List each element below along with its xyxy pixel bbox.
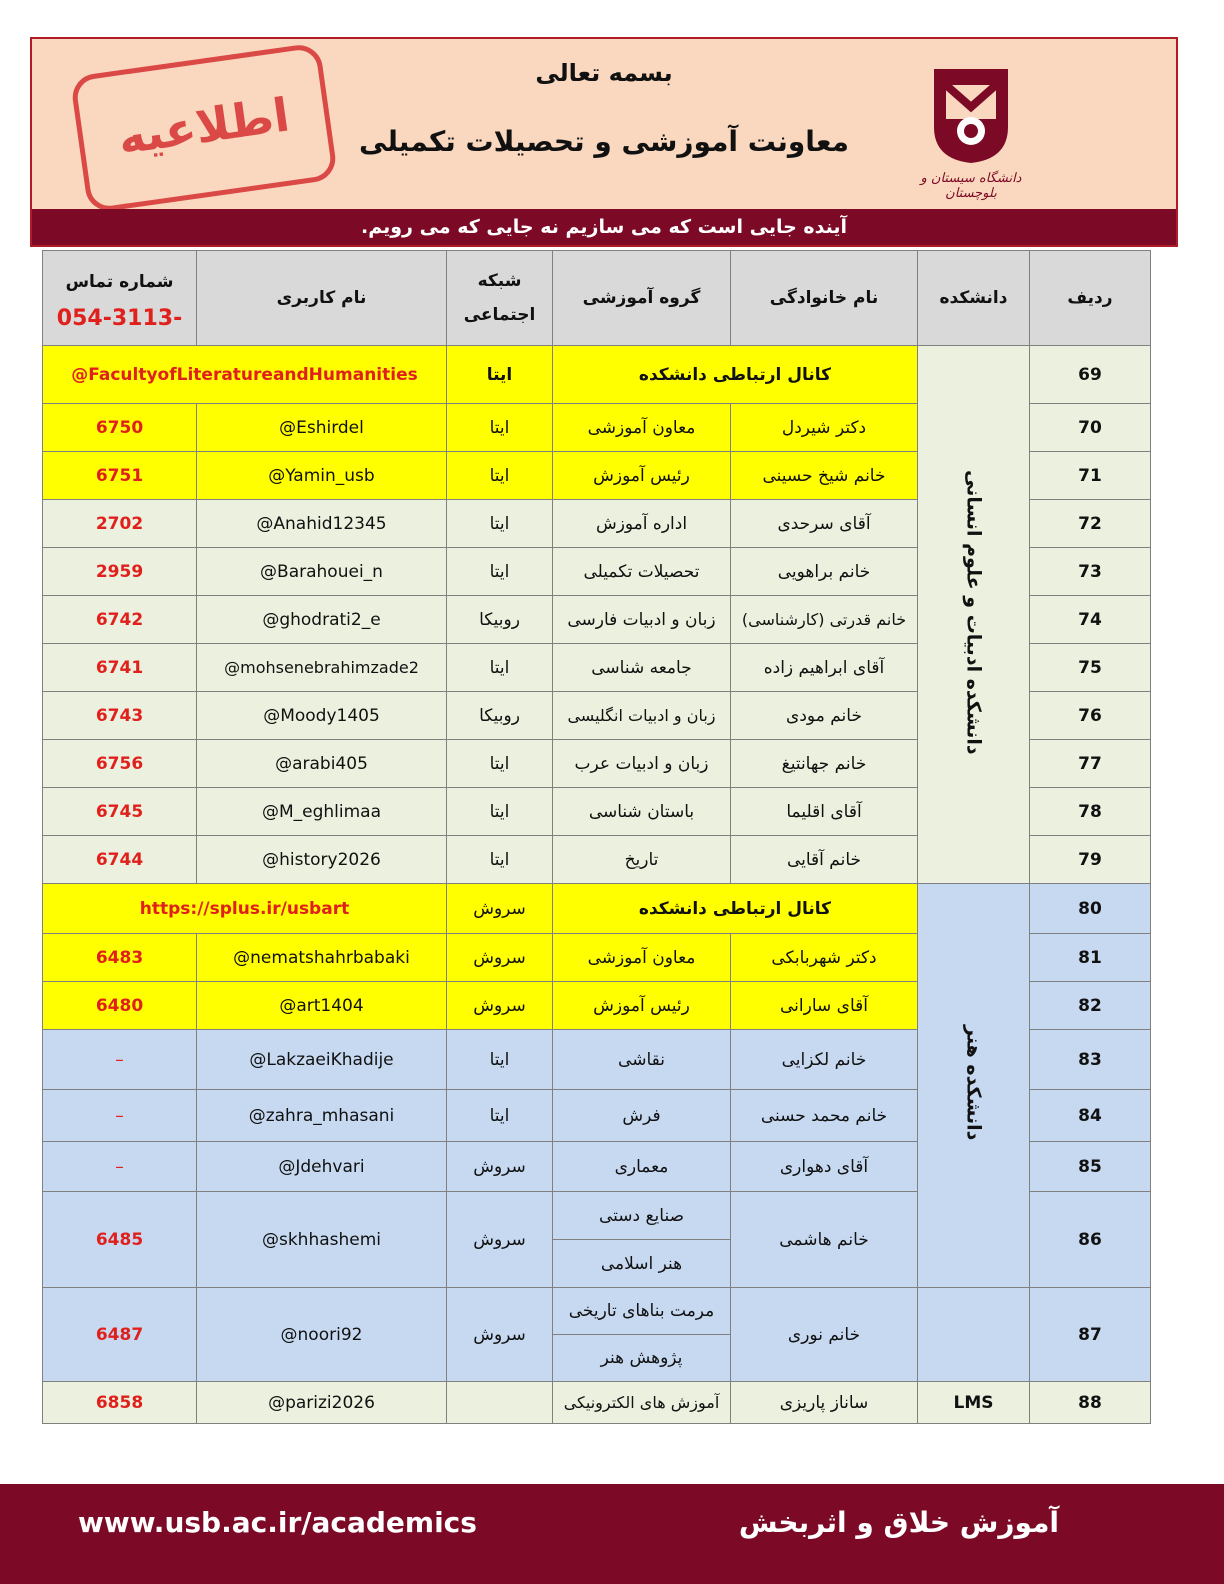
row-number: 86	[1030, 1192, 1151, 1288]
header-username: نام کاربری	[197, 251, 447, 346]
network-cell: ایتا	[447, 836, 553, 884]
tel-cell: –	[43, 1142, 197, 1192]
tel-cell: 6750	[43, 404, 197, 452]
network-cell	[447, 1382, 553, 1424]
table-row	[43, 346, 1151, 404]
row-number: 70	[1030, 404, 1151, 452]
row-number: 77	[1030, 740, 1151, 788]
channel-label: کانال ارتباطی دانشکده	[553, 884, 918, 934]
name-cell: خانم محمد حسنی	[731, 1090, 918, 1142]
username-cell[interactable]: @parizi2026	[197, 1382, 447, 1424]
tel-cell: 6756	[43, 740, 197, 788]
row-number: 84	[1030, 1090, 1151, 1142]
tel-cell: –	[43, 1090, 197, 1142]
network-cell: ایتا	[447, 346, 553, 404]
network-cell: روبیکا	[447, 692, 553, 740]
network-cell: سروش	[447, 982, 553, 1030]
username-cell[interactable]: @Eshirdel	[197, 404, 447, 452]
table-row	[43, 1288, 1151, 1335]
name-cell: آقای دهواری	[731, 1142, 918, 1192]
row-number: 74	[1030, 596, 1151, 644]
tel-cell: 6858	[43, 1382, 197, 1424]
group-cell: معماری	[553, 1142, 731, 1192]
faculty-literature-label: دانشکده ادبیات و علوم انسانی	[962, 469, 985, 755]
name-cell: خانم براهویی	[731, 548, 918, 596]
network-cell: سروش	[447, 934, 553, 982]
row-number: 75	[1030, 644, 1151, 692]
table-row	[43, 884, 1151, 934]
row-number: 83	[1030, 1030, 1151, 1090]
username-cell[interactable]: @mohsenebrahimzade2	[197, 644, 447, 692]
row-number: 79	[1030, 836, 1151, 884]
tel-cell: 2702	[43, 500, 197, 548]
username-cell[interactable]: @M_eghlimaa	[197, 788, 447, 836]
network-cell: ایتا	[447, 452, 553, 500]
group-cell: فرش	[553, 1090, 731, 1142]
name-cell: آقای اقلیما	[731, 788, 918, 836]
name-cell: خانم هاشمی	[731, 1192, 918, 1288]
tel-cell: 6487	[43, 1288, 197, 1382]
channel-link[interactable]: https://splus.ir/usbart	[43, 884, 447, 934]
footer-band	[0, 1484, 1224, 1584]
header-tel	[43, 251, 197, 346]
channel-link[interactable]: @FacultyofLiteratureandHumanities	[43, 346, 447, 404]
header-network: شبکه اجتماعی	[447, 251, 553, 346]
footer-motto: آموزش خلاق و اثربخش	[738, 1506, 1059, 1539]
network-cell: سروش	[447, 1288, 553, 1382]
name-cell: خانم آقایی	[731, 836, 918, 884]
university-logo	[916, 59, 1026, 199]
name-cell: دکتر شهربابکی	[731, 934, 918, 982]
tel-label: شماره تماس	[65, 271, 174, 292]
tel-cell: –	[43, 1030, 197, 1090]
username-cell[interactable]: @art1404	[197, 982, 447, 1030]
group-cell: مرمت بناهای تاریخی	[553, 1288, 731, 1335]
footer-url[interactable]: www.usb.ac.ir/academics	[78, 1506, 477, 1539]
tel-cell: 6742	[43, 596, 197, 644]
tel-cell: 6741	[43, 644, 197, 692]
name-cell: دکتر شیردل	[731, 404, 918, 452]
row-number: 69	[1030, 346, 1151, 404]
name-cell: خانم شیخ حسینی	[731, 452, 918, 500]
group-cell: رئیس آموزش	[553, 982, 731, 1030]
header-banner	[30, 37, 1178, 247]
table-header-row	[43, 251, 1151, 346]
name-cell: آقای ابراهیم زاده	[731, 644, 918, 692]
username-cell[interactable]: @Barahouei_n	[197, 548, 447, 596]
slogan-band: آینده جایی است که می سازیم نه جایی که می رویم.	[32, 209, 1176, 245]
network-cell: ایتا	[447, 1090, 553, 1142]
tel-prefix: 054-3113-	[56, 305, 183, 331]
tel-cell: 6751	[43, 452, 197, 500]
row-number: 78	[1030, 788, 1151, 836]
faculty-art-cont	[918, 1288, 1030, 1382]
faculty-literature	[918, 346, 1030, 884]
announcement-stamp: اطلاعیه	[70, 42, 339, 214]
username-cell[interactable]: @Moody1405	[197, 692, 447, 740]
group-cell: آموزش های الکترونیکی	[553, 1382, 731, 1424]
department-title: معاونت آموزشی و تحصیلات تکمیلی	[359, 125, 849, 158]
row-number: 87	[1030, 1288, 1151, 1382]
table-row	[43, 1382, 1151, 1424]
network-cell: سروش	[447, 1142, 553, 1192]
username-cell[interactable]: @Jdehvari	[197, 1142, 447, 1192]
username-cell[interactable]: @Yamin_usb	[197, 452, 447, 500]
name-cell: خانم قدرتی (کارشناسی)	[731, 596, 918, 644]
network-cell: روبیکا	[447, 596, 553, 644]
channel-label: کانال ارتباطی دانشکده	[553, 346, 918, 404]
name-cell: ساناز پاریزی	[731, 1382, 918, 1424]
row-number: 80	[1030, 884, 1151, 934]
tel-cell: 6480	[43, 982, 197, 1030]
network-cell: ایتا	[447, 548, 553, 596]
name-cell: آقای سارانی	[731, 982, 918, 1030]
contacts-table	[42, 250, 1151, 1424]
name-cell: خانم نوری	[731, 1288, 918, 1382]
username-cell[interactable]: @ghodrati2_e	[197, 596, 447, 644]
basmala: بسمه تعالی	[535, 59, 673, 87]
username-cell[interactable]: @arabi405	[197, 740, 447, 788]
header-radif: ردیف	[1030, 251, 1151, 346]
network-cell: ایتا	[447, 404, 553, 452]
network-cell: ایتا	[447, 644, 553, 692]
row-number: 76	[1030, 692, 1151, 740]
tel-cell: 6745	[43, 788, 197, 836]
network-cell: ایتا	[447, 1030, 553, 1090]
row-number: 82	[1030, 982, 1151, 1030]
group-cell: زبان و ادبیات انگلیسی	[553, 692, 731, 740]
row-number: 72	[1030, 500, 1151, 548]
group-cell: زبان و ادبیات فارسی	[553, 596, 731, 644]
network-cell: سروش	[447, 1192, 553, 1288]
tel-cell: 6744	[43, 836, 197, 884]
name-cell: خانم جهانتیغ	[731, 740, 918, 788]
tel-cell: 6485	[43, 1192, 197, 1288]
row-number: 81	[1030, 934, 1151, 982]
group-cell: زبان و ادبیات عرب	[553, 740, 731, 788]
group-cell: رئیس آموزش	[553, 452, 731, 500]
header-lastname: نام خانوادگی	[731, 251, 918, 346]
group-cell: نقاشی	[553, 1030, 731, 1090]
group-cell: جامعه شناسی	[553, 644, 731, 692]
tel-cell: 2959	[43, 548, 197, 596]
name-cell: آقای سرحدی	[731, 500, 918, 548]
group-cell: هنر اسلامی	[553, 1240, 731, 1288]
row-number: 71	[1030, 452, 1151, 500]
row-number: 85	[1030, 1142, 1151, 1192]
university-name: دانشگاه سیستان و بلوچستان	[920, 171, 1022, 201]
username-cell[interactable]: @LakzaeiKhadije	[197, 1030, 447, 1090]
university-emblem-icon	[916, 59, 1026, 169]
username-cell[interactable]: @zahra_mhasani	[197, 1090, 447, 1142]
tel-cell: 6483	[43, 934, 197, 982]
tel-cell: 6743	[43, 692, 197, 740]
username-cell[interactable]: @Anahid12345	[197, 500, 447, 548]
name-cell: خانم لکزایی	[731, 1030, 918, 1090]
network-cell: ایتا	[447, 788, 553, 836]
network-cell: ایتا	[447, 740, 553, 788]
group-cell: تاریخ	[553, 836, 731, 884]
name-cell: خانم مودی	[731, 692, 918, 740]
group-cell: صنایع دستی	[553, 1192, 731, 1240]
group-cell: پژوهش هنر	[553, 1335, 731, 1382]
faculty-art-label: دانشکده هنر	[962, 1025, 985, 1141]
group-cell: تحصیلات تکمیلی	[553, 548, 731, 596]
group-cell: معاون آموزشی	[553, 404, 731, 452]
faculty-art	[918, 884, 1030, 1288]
username-cell[interactable]: @nematshahrbabaki	[197, 934, 447, 982]
username-cell[interactable]: @history2026	[197, 836, 447, 884]
group-cell: اداره آموزش	[553, 500, 731, 548]
network-cell: ایتا	[447, 500, 553, 548]
row-number: 73	[1030, 548, 1151, 596]
faculty-lms: LMS	[918, 1382, 1030, 1424]
username-cell[interactable]: @skhhashemi	[197, 1192, 447, 1288]
username-cell[interactable]: @noori92	[197, 1288, 447, 1382]
row-number: 88	[1030, 1382, 1151, 1424]
header-faculty: دانشکده	[918, 251, 1030, 346]
header-group: گروه آموزشی	[553, 251, 731, 346]
group-cell: معاون آموزشی	[553, 934, 731, 982]
group-cell: باستان شناسی	[553, 788, 731, 836]
network-cell: سروش	[447, 884, 553, 934]
